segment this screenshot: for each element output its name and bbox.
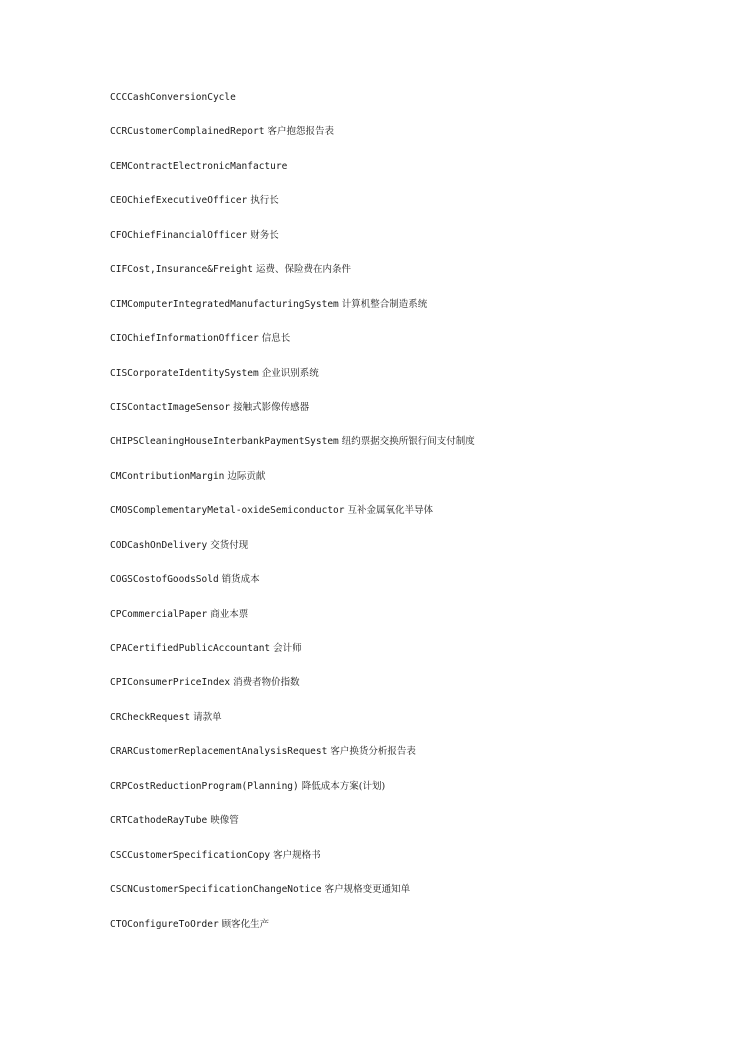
entry-gloss: 消费者物价指数 [233, 677, 300, 689]
glossary-entry [110, 228, 710, 262]
entry-gloss: 企业识别系统 [261, 367, 319, 379]
entry-gloss: 边际贡献 [227, 470, 266, 482]
entry-term: CCCCashConversionCycle [110, 92, 236, 103]
entry-term: CEMContractElectronicManfacture [110, 160, 288, 172]
entry-term: CIMComputerIntegratedManufacturingSystem [110, 298, 339, 310]
glossary-entry [110, 400, 710, 434]
entry-term: CSCCustomerSpecificationCopy [110, 849, 271, 861]
glossary-entry [110, 917, 710, 951]
entry-gloss: 会计师 [273, 643, 302, 654]
glossary-entry [110, 607, 710, 641]
entry-term: CSCNCustomerSpecificationChangeNotice [110, 884, 322, 896]
entry-gloss: 销货成本 [221, 574, 260, 586]
entry-gloss: 客户换货分析报告表 [330, 746, 416, 758]
entry-gloss: 客户规格变更通知单 [324, 884, 411, 896]
entry-gloss: 客户规格书 [273, 849, 321, 861]
glossary-entry [110, 641, 710, 675]
entry-term: CRTCathodeRayTube [110, 815, 208, 827]
entry-term: CRARCustomerReplacementAnalysisRequest [110, 746, 328, 758]
glossary-entry [110, 675, 710, 709]
entry-gloss: 计算机整合制造系统 [341, 298, 428, 310]
entry-term: CMContributionMargin [110, 470, 225, 482]
entry-term: CRCheckRequest [110, 711, 191, 723]
glossary-entry [110, 744, 710, 778]
entry-gloss: 信息长 [261, 333, 291, 345]
entry-term: CFOChiefFinancialOfficer [110, 229, 248, 241]
entry-term: CIOChiefInformationOfficer [110, 333, 259, 345]
entry-term: CRPCostReductionProgram(Planning) [110, 780, 299, 792]
entry-gloss: 执行长 [250, 195, 279, 207]
entry-term: CPCommercialPaper [110, 608, 208, 620]
glossary-entry [110, 434, 710, 468]
entry-term: CISCorporateIdentitySystem [110, 367, 259, 379]
entry-term: COGSCostofGoodsSold [110, 574, 219, 586]
glossary-entry [110, 159, 710, 193]
entry-term: CHIPSCleaningHouseInterbankPaymentSystem [110, 436, 339, 448]
entry-gloss: 财务长 [250, 229, 279, 241]
entry-gloss: 纽约票据交换所银行间支付制度 [341, 436, 475, 448]
entry-gloss: 客户抱怨报告表 [267, 126, 334, 138]
entry-term: CPIConsumerPriceIndex [110, 677, 231, 689]
glossary-entry [110, 882, 710, 916]
glossary-entry [110, 503, 710, 537]
entry-gloss: 互补金属氧化半导体 [347, 505, 434, 517]
entry-term: CPACertifiedPublicAccountant [110, 643, 271, 654]
entry-gloss: 请款单 [193, 711, 222, 723]
glossary-entry [110, 813, 710, 847]
glossary-entry [110, 331, 710, 365]
entry-term: CODCashOnDelivery [110, 539, 208, 551]
glossary-entry [110, 538, 710, 572]
glossary-entry [110, 469, 710, 503]
glossary-entry [110, 779, 710, 813]
entry-term: CTOConfigureToOrder [110, 918, 219, 930]
entry-gloss: 顾客化生产 [221, 918, 270, 930]
glossary-list [110, 90, 710, 951]
entry-gloss: 运费、保险费在内条件 [256, 264, 352, 276]
glossary-entry [110, 572, 710, 606]
glossary-entry [110, 90, 710, 124]
glossary-entry [110, 710, 710, 744]
entry-gloss: 商业本票 [210, 608, 249, 620]
entry-term: CEOChiefExecutiveOfficer [110, 195, 248, 207]
entry-gloss: 降低成本方案(计划) [301, 780, 386, 792]
glossary-entry [110, 297, 710, 331]
glossary-entry [110, 848, 710, 882]
entry-term: CISContactImageSensor [110, 401, 231, 413]
entry-term: CIFCost,Insurance&Freight [110, 264, 253, 276]
entry-term: CCRCustomerComplainedReport [110, 126, 265, 138]
entry-gloss: 交货付现 [210, 539, 249, 551]
glossary-entry [110, 124, 710, 158]
glossary-entry [110, 193, 710, 227]
glossary-entry [110, 262, 710, 296]
entry-term: CMOSComplementaryMetal-oxideSemiconductor [110, 505, 345, 517]
entry-gloss: 接触式影像传感器 [233, 401, 310, 413]
glossary-entry [110, 366, 710, 400]
entry-gloss: 映像管 [210, 815, 239, 827]
